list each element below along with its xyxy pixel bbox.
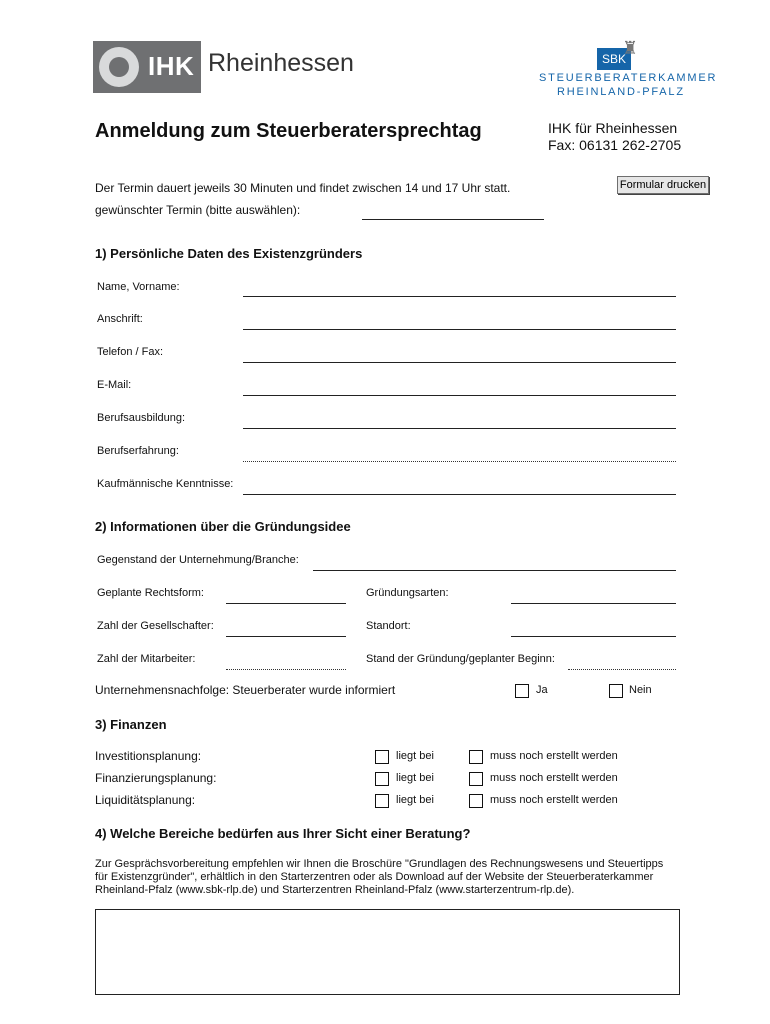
sbk-logo [537,38,718,100]
liquiditaet-erstellen-label: muss noch erstellt werden [490,794,618,806]
field-label-branche: Gegenstand der Unternehmung/Branche: [97,554,299,566]
sbk-name-line1: STEUERBERATERKAMMER [539,72,718,84]
investition-liegt-bei-checkbox[interactable] [375,750,389,764]
finanzierung-erstellen-label: muss noch erstellt werden [490,772,618,784]
contact-fax: Fax: 06131 262-2705 [548,137,682,153]
section2-heading: 2) Informationen über die Gründungsidee [95,519,351,534]
field-label-gesellschafter: Zahl der Gesellschafter: [97,620,214,632]
appointment-select[interactable] [362,219,544,220]
finanzierung-liegt-bei-checkbox[interactable] [375,772,389,786]
finanzierung-erstellen-checkbox[interactable] [469,772,483,786]
field-label-business-knowledge: Kaufmännische Kenntnisse: [97,478,234,490]
appointment-label: gewünschter Termin (bitte auswählen): [95,203,301,217]
nachfolge-ja-checkbox[interactable] [515,684,529,698]
sbk-name-line2: RHEINLAND-PFALZ [557,86,685,98]
brochure-info [95,858,715,897]
section4-heading: 4) Welche Bereiche bedürfen aus Ihrer Sicht einer Beratung? [95,826,471,841]
field-label-rechtsform: Geplante Rechtsform: [97,587,204,599]
business-knowledge-input[interactable] [243,494,676,495]
field-label-address: Anschrift: [97,313,143,325]
brochure-info-line3: Rheinland-Pfalz (www.sbk-rlp.de) und Starterzentren Rheinland-Pfalz (www.starterzentrum-rlp.de). [95,884,575,896]
section3-heading: 3) Finanzen [95,717,167,732]
nachfolge-nein-checkbox[interactable] [609,684,623,698]
field-label-name: Name, Vorname: [97,281,180,293]
liquiditaet-liegt-bei-checkbox[interactable] [375,794,389,808]
investition-erstellen-label: muss noch erstellt werden [490,750,618,762]
phone-input[interactable] [243,362,676,363]
finanzierung-liegt-bei-label: liegt bei [396,772,434,784]
field-label-phone: Telefon / Fax: [97,346,164,358]
ihk-emblem-icon [99,47,139,87]
page-title: Anmeldung zum Steuerberatersprechtag [95,120,482,142]
ihk-logo-box [93,41,201,93]
name-input[interactable] [243,296,676,297]
liquiditaet-erstellen-checkbox[interactable] [469,794,483,808]
nachfolge-label: Unternehmensnachfolge: Steuerberater wurde informiert [95,683,396,697]
experience-input[interactable] [243,461,676,462]
ihk-region-name: Rheinhessen [208,49,354,77]
consultation-textarea[interactable] [95,909,680,995]
beginn-input[interactable] [568,669,676,670]
nachfolge-nein-label: Nein [629,684,652,696]
sbk-badge: SBK [597,48,631,70]
gesellschafter-input[interactable] [226,636,346,637]
ihk-logo [93,41,354,93]
field-label-experience: Berufserfahrung: [97,445,179,457]
branche-input[interactable] [313,570,676,571]
contact-block [548,120,681,154]
email-input[interactable] [243,395,676,396]
field-label-email: E-Mail: [97,379,132,391]
investition-liegt-bei-label: liegt bei [396,750,434,762]
rechtsform-input[interactable] [226,603,346,604]
finance-row-label-finanzierung: Finanzierungsplanung: [95,771,217,785]
gruendungsarten-input[interactable] [511,603,676,604]
ihk-logo-text: IHK [148,51,195,81]
investition-erstellen-checkbox[interactable] [469,750,483,764]
crest-icon: ♜ [622,38,639,58]
field-label-beginn: Stand der Gründung/geplanter Beginn: [366,653,555,665]
field-label-standort: Standort: [366,620,411,632]
section1-heading: 1) Persönliche Daten des Existenzgründers [95,246,363,261]
print-form-button[interactable]: Formular drucken [617,176,709,194]
field-label-mitarbeiter: Zahl der Mitarbeiter: [97,653,196,665]
mitarbeiter-input[interactable] [226,669,346,670]
brochure-info-line1: Zur Gesprächsvorbereitung empfehlen wir Ihnen die Broschüre "Grundlagen des Rechnungswesens und Steuertipps [95,858,664,870]
nachfolge-ja-label: Ja [536,684,548,696]
intro-sentence: Der Termin dauert jeweils 30 Minuten und findet zwischen 14 und 17 Uhr statt. [95,181,511,195]
field-label-gruendungsarten: Gründungsarten: [366,587,449,599]
finance-row-label-liquiditaet: Liquiditätsplanung: [95,793,196,807]
finance-row-label-investition: Investitionsplanung: [95,749,202,763]
education-input[interactable] [243,428,676,429]
standort-input[interactable] [511,636,676,637]
contact-org: IHK für Rheinhessen [548,120,678,136]
liquiditaet-liegt-bei-label: liegt bei [396,794,434,806]
address-input[interactable] [243,329,676,330]
field-label-education: Berufsausbildung: [97,412,186,424]
brochure-info-line2: für Existenzgründer", erhältlich in den Starterzentren oder als Download auf der Website der Steuerberaterkammer [95,871,654,883]
